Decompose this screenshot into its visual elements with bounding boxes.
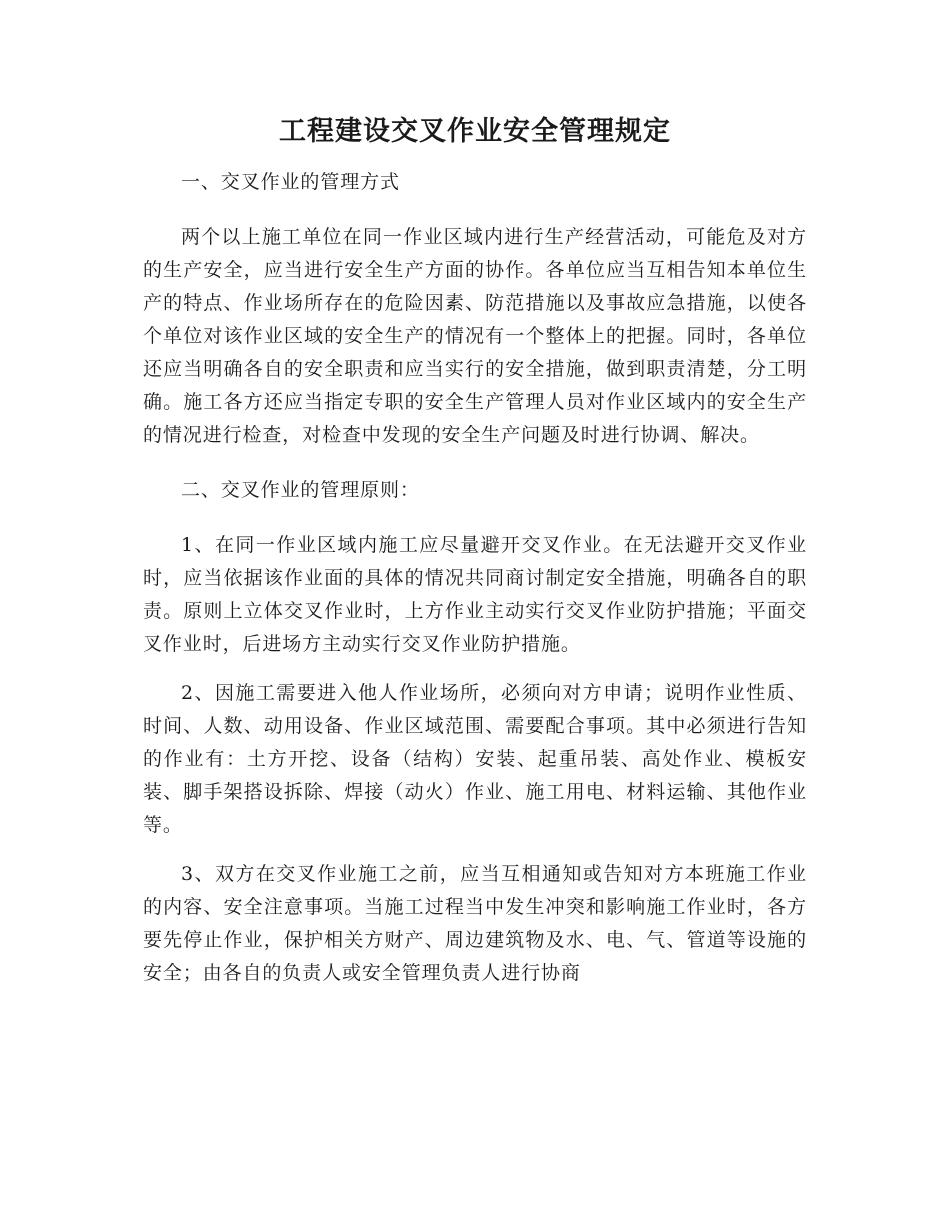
- document-title: 工程建设交叉作业安全管理规定: [279, 116, 671, 147]
- section-2-paragraph-1: 1、在同一作业区域内施工应尽量避开交叉作业。在无法避开交叉作业时，应当依据该作业面的具体的情况共同商讨制定安全措施，明确各自的职责。原则上立体交叉作业时，上方作业主动实行交叉作业防护措施；平面交叉作业时，后进场方主动实行交叉作业防护措施。: [143, 534, 807, 655]
- section-1-paragraph-1: 两个以上施工单位在同一作业区域内进行生产经营活动，可能危及对方的生产安全，应当进行安全生产方面的协作。各单位应当互相告知本单位生产的特点、作业场所存在的危险因素、防范措施以及事故应急措施，以使各个单位对该作业区域的安全生产的情况有一个整体上的把握。同时，各单位还应当明确各自的安全职责和应当实行的安全措施，做到职责清楚，分工明确。施工各方还应当指定专职的安全生产管理人员对作业区域内的安全生产的情况进行检查，对检查中发现的安全生产问题及时进行协调、解决。: [143, 226, 807, 446]
- section-2-paragraph-3: 3、双方在交叉作业施工之前，应当互相通知或告知对方本班施工作业的内容、安全注意事项。当施工过程当中发生冲突和影响施工作业时，各方要先停止作业，保护相关方财产、周边建筑物及水、电、气、管道等设施的安全；由各自的负责人或安全管理负责人进行协商: [143, 863, 807, 984]
- section-2-paragraph-2: 2、因施工需要进入他人作业场所，必须向对方申请；说明作业性质、时间、人数、动用设备、作业区域范围、需要配合事项。其中必须进行告知的作业有：土方开挖、设备（结构）安装、起重吊装、高处作业、模板安装、脚手架搭设拆除、焊接（动火）作业、施工用电、材料运输、其他作业等。: [143, 682, 807, 836]
- section-heading-1: 一、交叉作业的管理方式: [181, 171, 400, 193]
- document-body: [143, 166, 807, 990]
- section-heading-2: 二、交叉作业的管理原则：: [181, 479, 420, 501]
